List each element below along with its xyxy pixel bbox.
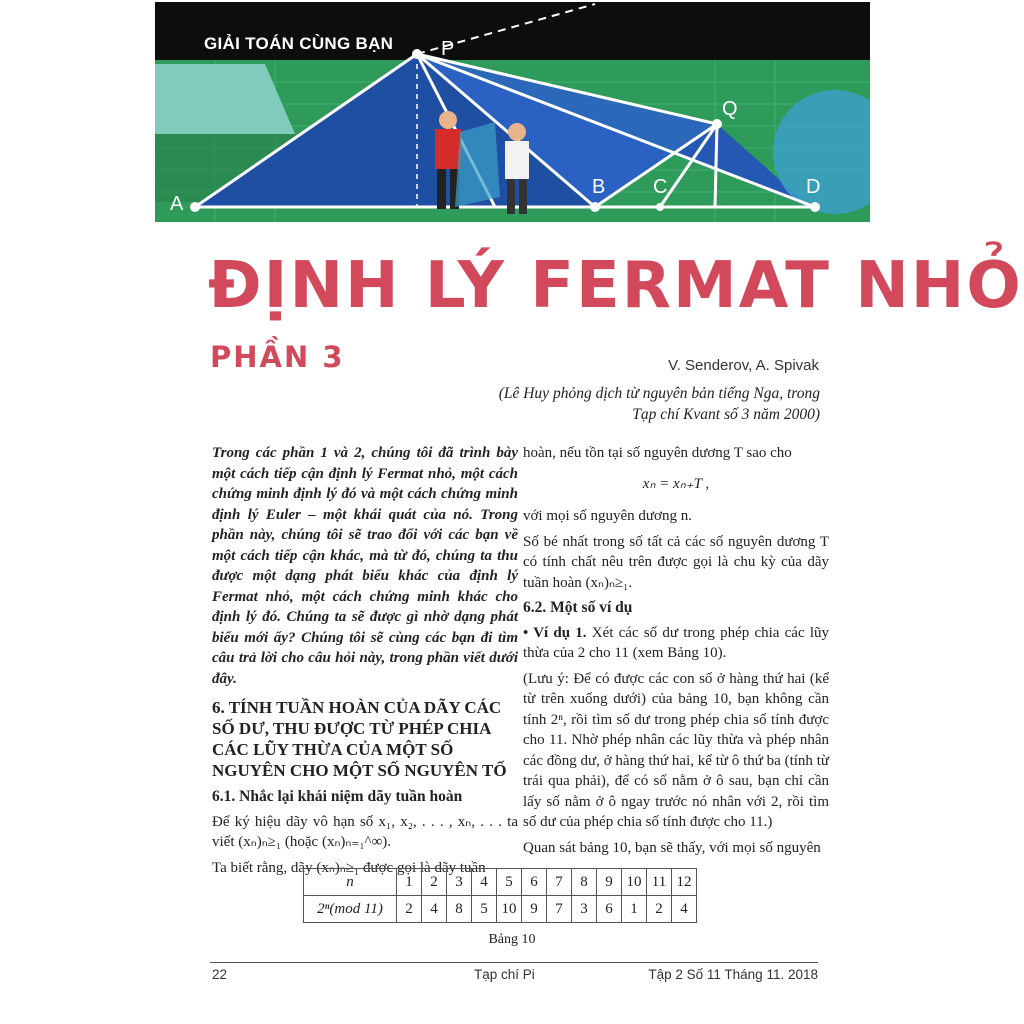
- table-cell: 4: [672, 896, 697, 923]
- point-label-b: B: [592, 176, 606, 198]
- table-cell: 6: [597, 896, 622, 923]
- table-cell: 2: [647, 896, 672, 923]
- subsection-6-2-heading: 6.2. Một số ví dụ: [523, 599, 633, 616]
- article-subtitle: PHẦN 3: [210, 340, 345, 374]
- paragraph: Để ký hiệu dãy vô hạn số x₁, x₂, . . . , xₙ, . . . ta viết (xₙ)ₙ≥₁ (hoặc (xₙ)ₙ₌₁^∞).: [212, 813, 518, 850]
- table-cell: 8: [572, 869, 597, 896]
- translation-credit: (Lê Huy phỏng dịch từ nguyên bản tiếng Nga, trong Tạp chí Kvant số 3 năm 2000): [498, 385, 820, 423]
- point-label-p: P: [441, 38, 455, 60]
- table-cell: 9: [597, 869, 622, 896]
- table-cell: 5: [472, 896, 497, 923]
- table-cell: 4: [472, 869, 497, 896]
- table-cell: 10: [622, 869, 647, 896]
- intro-paragraph: Trong các phần 1 và 2, chúng tôi đã trình bày một cách tiếp cận định lý Fermat nhỏ, một cách chứng minh định lý đó và một cách chứng minh định lý Euler – một khái quát của nó. Trong phần này, chúng tôi sẽ trao đổi với các bạn về một cách tiếp cận khác, mà từ đó, chúng ta thu được một dạng phát biểu khác của định lý Fermat nhỏ, một cách chứng minh khác cho định lý đó. Chúng ta sẽ được gì nhờ dạng phát biểu mới ấy? Chúng tôi sẽ cùng các bạn đi tìm câu trả lời cho câu hỏi này, trong phần viết dưới đây.: [212, 445, 518, 687]
- table-cell: 5: [497, 869, 522, 896]
- table-caption: Bảng 10: [488, 932, 536, 947]
- row-header: n: [304, 869, 397, 896]
- table-row: [304, 896, 697, 923]
- table-cell: 8: [447, 896, 472, 923]
- subsection-6-1-heading: 6.1. Nhắc lại khái niệm dãy tuần hoàn: [212, 788, 463, 805]
- paragraph: Ta biết rằng, dãy (xₙ)ₙ≥₁ được gọi là dãy tuần: [212, 859, 486, 876]
- right-column: [523, 443, 829, 863]
- point-label-c: C: [653, 176, 668, 198]
- footer-divider: [210, 962, 818, 963]
- paragraph: với mọi số nguyên dương n.: [523, 508, 692, 524]
- authors: V. Senderov, A. Spivak: [668, 357, 819, 374]
- paragraph: Số bé nhất trong số tất cả các số nguyên dương T có tính chất nêu trên được gọi là chu kỳ của dãy tuần hoàn (xₙ)ₙ≥₁.: [523, 533, 829, 591]
- article-title: ĐỊNH LÝ FERMAT NHỎ: [208, 249, 1023, 323]
- table-cell: 11: [647, 869, 672, 896]
- left-column: [212, 443, 518, 883]
- example-text: Xét các số dư trong phép chia các lũy thừa của 2 cho 11 (xem Bảng 10).: [523, 624, 830, 661]
- table-cell: 9: [522, 896, 547, 923]
- point-label-a: A: [170, 193, 184, 215]
- table-row: [304, 869, 697, 896]
- table-cell: 4: [422, 896, 447, 923]
- section-tag: GIẢI TOÁN CÙNG BẠN: [204, 34, 394, 53]
- table-cell: 7: [547, 896, 572, 923]
- point-label-q: Q: [722, 98, 738, 120]
- table-10: [303, 868, 697, 923]
- table-cell: 2: [422, 869, 447, 896]
- table-cell: 2: [397, 896, 422, 923]
- table-cell: 7: [547, 869, 572, 896]
- note-paragraph: (Lưu ý: Để có được các con số ở hàng thứ hai (kể từ trên xuống dưới) của bảng 10, bạn không cần tính 2ⁿ, rồi tìm số dư trong phép chia số tính được cho 11. Nhờ phép nhân các lũy thừa và phép nhân các đồng dư, ở hàng thứ hai, kể từ ô thứ ba (tính từ trái qua phải), để có số nằm ở ô sau, bạn chỉ cần lấy số nằm ở ô ngay trước nó nhân với 2, rồi tìm số dư của phép chia số tính được cho 11.): [523, 670, 829, 830]
- page-number: 22: [212, 967, 228, 982]
- section-6-heading: 6. TÍNH TUẦN HOÀN CỦA DÃY CÁC SỐ DƯ, THU ĐƯỢC TỪ PHÉP CHIA CÁC LŨY THỪA CỦA MỘT SỐ NGUYÊN CHO MỘT SỐ NGUYÊN TỐ: [212, 698, 507, 780]
- example-paragraph: [523, 623, 829, 664]
- issue-info: Tập 2 Số 11 Tháng 11. 2018: [648, 967, 818, 982]
- table-cell: 10: [497, 896, 522, 923]
- table-cell: 12: [672, 869, 697, 896]
- point-label-d: D: [806, 176, 821, 198]
- paragraph: Quan sát bảng 10, bạn sẽ thấy, với mọi số nguyên: [523, 839, 821, 856]
- example-label: • Ví dụ 1.: [523, 624, 587, 641]
- magazine-name: Tạp chí Pi: [474, 967, 535, 982]
- table-cell: 6: [522, 869, 547, 896]
- table-cell: 1: [622, 896, 647, 923]
- table-cell: 3: [572, 896, 597, 923]
- table-cell: 3: [447, 869, 472, 896]
- table-cell: 1: [397, 869, 422, 896]
- formula: xₙ = xₙ₊T ,: [642, 475, 710, 492]
- row-header: 2ⁿ(mod 11): [304, 896, 397, 923]
- paragraph: hoàn, nếu tồn tại số nguyên dương T sao cho: [523, 445, 792, 461]
